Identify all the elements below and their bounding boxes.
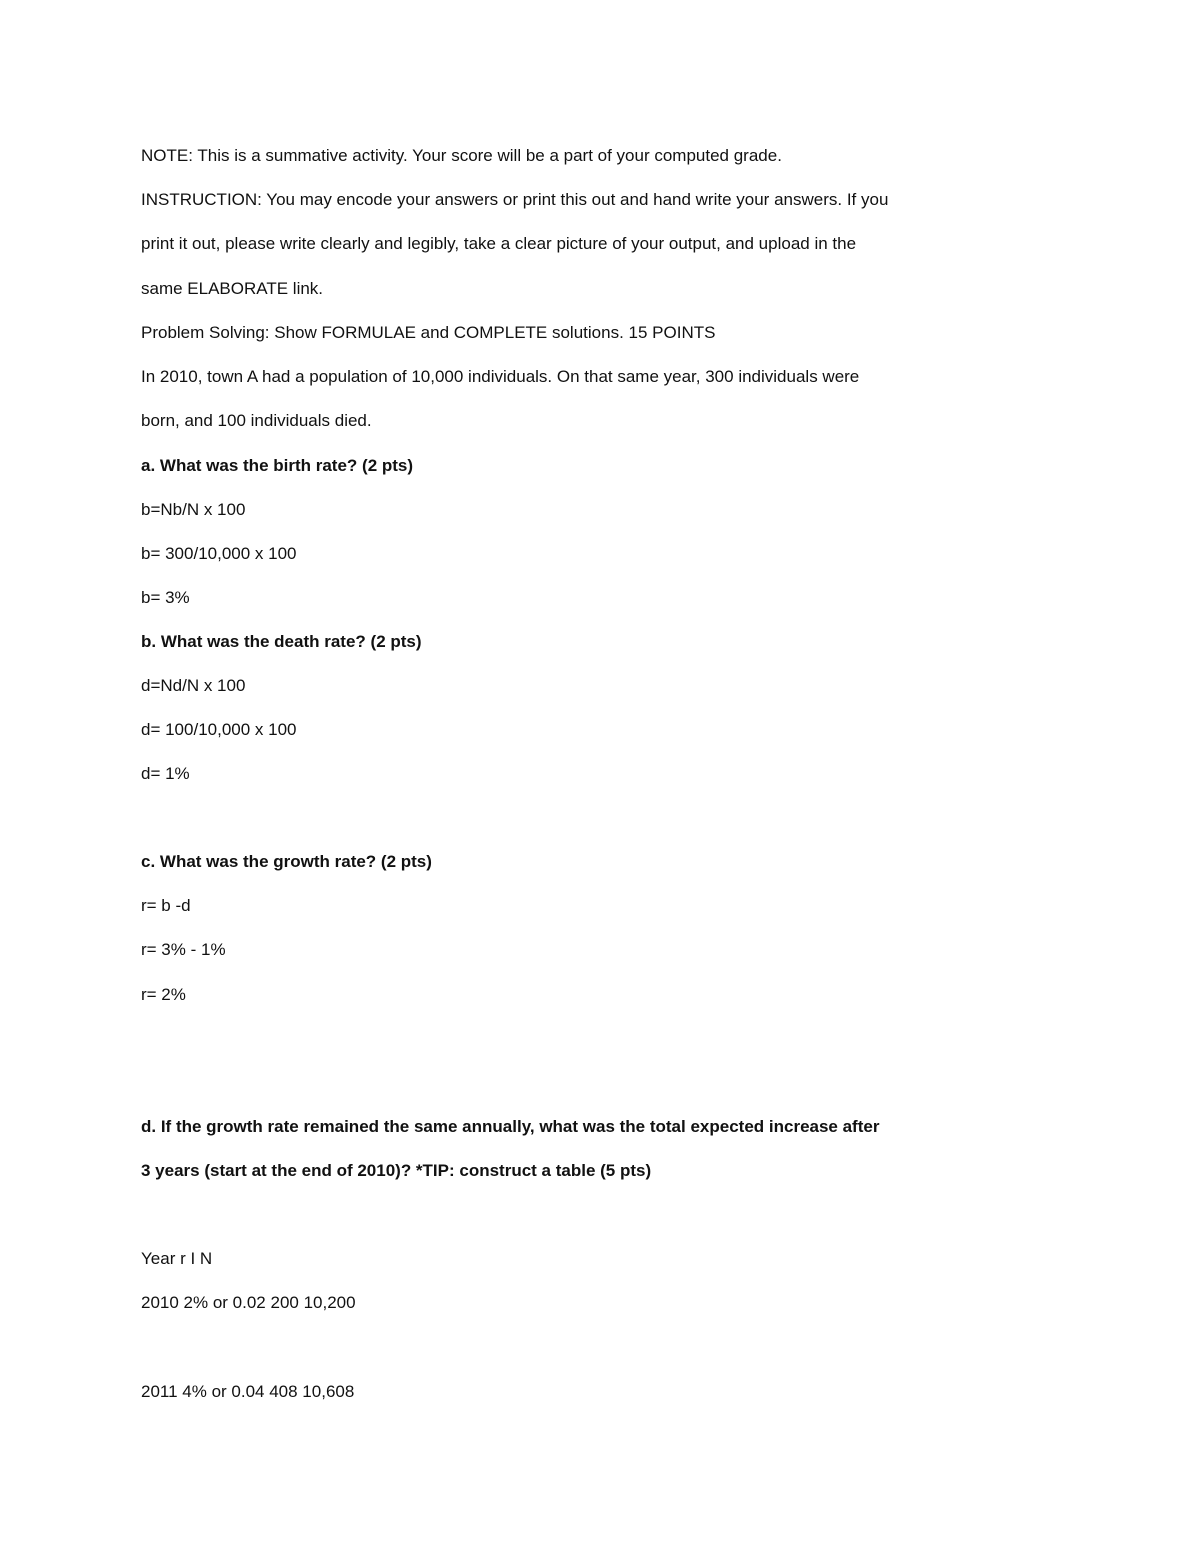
question-c-prompt: c. What was the growth rate? (2 pts) (141, 852, 432, 871)
question-d-prompt-line-1: d. If the growth rate remained the same annually, what was the total expected increase after (141, 1117, 880, 1136)
question-a-answer: b= 3% (141, 588, 190, 607)
table-row-2011: 2011 4% or 0.04 408 10,608 (141, 1382, 355, 1401)
problem-heading: Problem Solving: Show FORMULAE and COMPLETE solutions. 15 POINTS (141, 323, 716, 342)
problem-text-line-1: In 2010, town A had a population of 10,000 individuals. On that same year, 300 individuals were (141, 367, 860, 386)
table-header: Year r I N (141, 1249, 213, 1268)
question-b-prompt: b. What was the death rate? (2 pts) (141, 632, 422, 651)
instruction-text-line-3: same ELABORATE link. (141, 279, 324, 298)
question-a-prompt: a. What was the birth rate? (2 pts) (141, 456, 414, 475)
problem-text-line-2: born, and 100 individuals died. (141, 411, 372, 430)
question-a-formula: b=Nb/N x 100 (141, 500, 246, 519)
question-c-substitution: r= 3% - 1% (141, 940, 226, 959)
note-text: NOTE: This is a summative activity. Your score will be a part of your computed grade. (141, 146, 782, 165)
question-d-prompt-line-2: 3 years (start at the end of 2010)? *TIP: construct a table (5 pts) (141, 1161, 652, 1180)
instruction-text-line-2: print it out, please write clearly and legibly, take a clear picture of your output, and upload in the (141, 234, 857, 253)
question-b-formula: d=Nd/N x 100 (141, 676, 246, 695)
question-c-answer: r= 2% (141, 985, 186, 1004)
question-c-formula: r= b -d (141, 896, 191, 915)
table-row-2010: 2010 2% or 0.02 200 10,200 (141, 1293, 356, 1312)
instruction-text-line-1: INSTRUCTION: You may encode your answers or print this out and hand write your answers. If you (141, 190, 889, 209)
question-a-substitution: b= 300/10,000 x 100 (141, 544, 297, 563)
question-b-answer: d= 1% (141, 764, 190, 783)
question-b-substitution: d= 100/10,000 x 100 (141, 720, 297, 739)
